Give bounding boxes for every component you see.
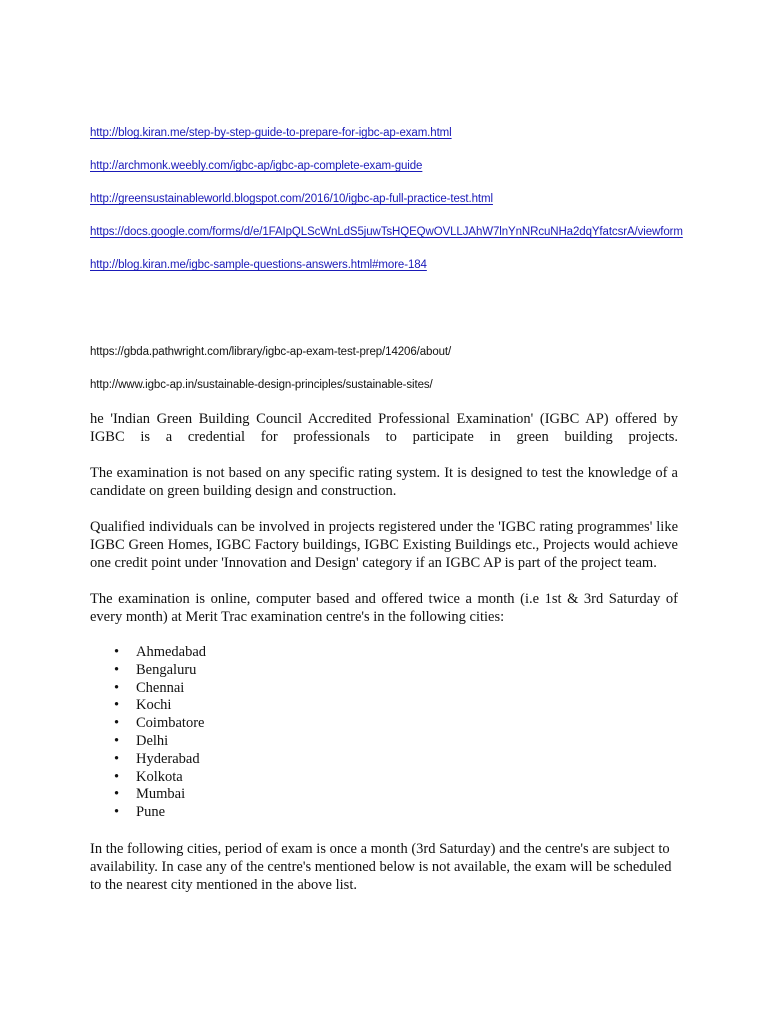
city-name: Kochi — [136, 697, 172, 714]
url-gbda-pathwright: https://gbda.pathwright.com/library/igbc-ap-exam-test-prep/14206/about/ — [90, 346, 452, 358]
bullet-icon: • — [114, 679, 120, 696]
link-kiran-step-guide[interactable]: http://blog.kiran.me/step-by-step-guide-to-prepare-for-igbc-ap-exam.html — [90, 127, 452, 139]
list-item — [90, 680, 678, 698]
city-name: Coimbatore — [136, 715, 205, 732]
list-item — [90, 751, 678, 769]
city-name: Mumbai — [136, 786, 186, 803]
city-name: Ahmedabad — [136, 644, 207, 660]
list-item — [90, 715, 678, 733]
list-item — [90, 804, 678, 822]
city-name: Kolkota — [136, 768, 183, 785]
bullet-icon: • — [114, 750, 120, 767]
link-kiran-sample-questions[interactable]: http://blog.kiran.me/igbc-sample-questions-answers.html#more-184 — [90, 259, 427, 271]
url-igbc-ap-sustainable-sites: http://www.igbc-ap.in/sustainable-design-principles/sustainable-sites/ — [90, 379, 433, 391]
paragraph-intro: he 'Indian Green Building Council Accredited Professional Examination' (IGBC AP) offered by IGBC is a credential for professionals to participate in green building projects. — [90, 411, 678, 445]
city-name: Chennai — [136, 679, 185, 696]
list-item — [90, 769, 678, 787]
city-name: Hyderabad — [136, 750, 200, 767]
list-item — [90, 662, 678, 680]
bullet-icon: • — [114, 715, 120, 732]
paragraph-following-cities: In the following cities, period of exam is once a month (3rd Saturday) and the centre's are subject to availability. In case any of the centre's mentioned below is not available, the exam will be scheduled to the nearest city mentioned in the above list. — [90, 840, 672, 893]
link-archmonk-exam-guide[interactable]: http://archmonk.weebly.com/igbc-ap/igbc-ap-complete-exam-guide — [90, 160, 423, 172]
bullet-icon: • — [114, 732, 120, 749]
plain-url-list — [90, 344, 690, 410]
paragraph-rating-system: The examination is not based on any specific rating system. It is designed to test the knowledge of a candidate on green building design and construction. — [90, 465, 678, 499]
city-name: Bengaluru — [136, 661, 197, 678]
bullet-icon: • — [114, 697, 120, 714]
bullet-icon: • — [114, 768, 120, 785]
link-google-form[interactable]: https://docs.google.com/forms/d/e/1FAIpQLScWnLdS5juwTsHQEQwOVLLJAhW7lnYnNRcuNHa2dqYfatcsrA/viewform — [90, 226, 683, 238]
bullet-icon: • — [114, 661, 120, 678]
document-body — [90, 410, 678, 912]
bullet-icon: • — [114, 804, 120, 821]
list-item — [90, 786, 678, 804]
hyperlink-list — [90, 125, 690, 290]
list-item — [90, 697, 678, 715]
city-list — [90, 644, 678, 822]
bullet-icon: • — [114, 786, 120, 803]
list-item — [90, 733, 678, 751]
paragraph-exam-online: The examination is online, computer based and offered twice a month (i.e 1st & 3rd Saturday of every month) at Merit Trac examination centre's in the following cities: — [90, 591, 678, 625]
link-greensustainable-practice-test[interactable]: http://greensustainableworld.blogspot.com/2016/10/igbc-ap-full-practice-test.html — [90, 193, 493, 205]
bullet-icon: • — [114, 644, 120, 660]
list-item — [90, 644, 678, 662]
city-name: Delhi — [136, 732, 169, 749]
paragraph-qualified-individuals: Qualified individuals can be involved in projects registered under the 'IGBC rating programmes' like IGBC Green Homes, IGBC Factory buildings, IGBC Existing Buildings etc., Projects would achieve one credit point under 'Innovation and Design' category if an IGBC AP is part of the project team. — [90, 519, 678, 571]
city-name: Pune — [136, 804, 165, 821]
